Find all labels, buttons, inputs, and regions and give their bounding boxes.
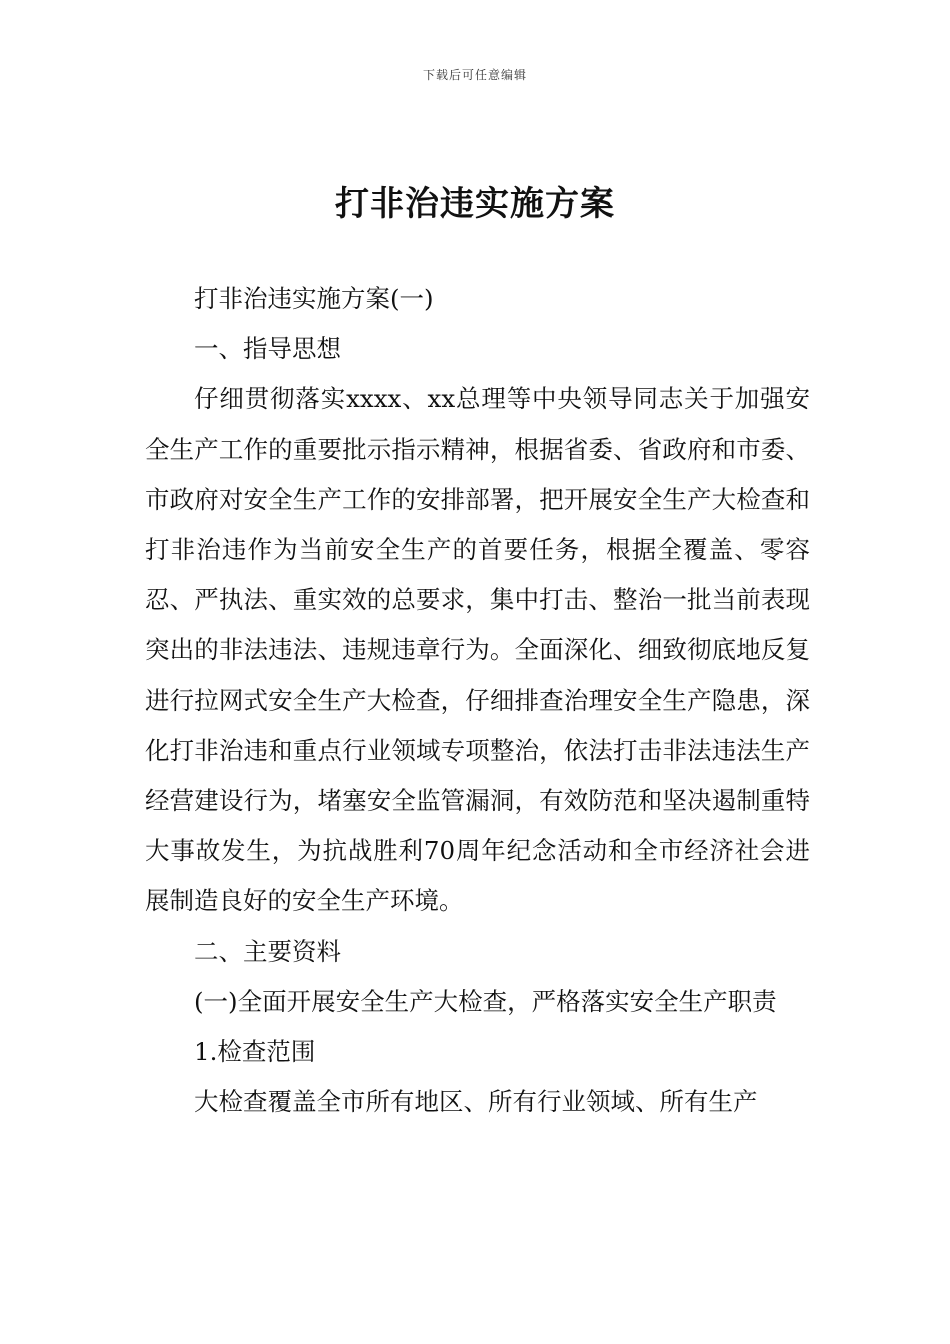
item-heading-inspection-scope: 1.检查范围 — [194, 1037, 316, 1067]
section-heading-main-content: 二、主要资料 — [194, 936, 341, 966]
body-paragraph: 仔细贯彻落实xxxx、xx总理等中央领导同志关于加强安全生产工作的重要批示指示精神，根据省委、省政府和市委、市政府对安全生产工作的安排部署，把开展安全生产大检查和打非治违作为当前安全生产的首要任务，根据全覆盖、零容忍、严执法、重实效的总要求，集中打击、整治一批当前表现突出的非法违法、违规违章行为。全面深化、细致彻底地反复进行拉网式安全生产大检查，仔细排查治理安全生产隐患，深化打非治违和重点行业领域专项整治，依法打击非法违法生产经营建设行为，堵塞安全监管漏洞，有效防范和坚决遏制重特大事故发生，为抗战胜利70周年纪念活动和全市经济社会进展制造良好的安全生产环境。 — [145, 384, 810, 916]
subtitle-paragraph: 打非治违实施方案(一) — [194, 284, 434, 313]
header-note: 下载后可任意编辑 — [422, 68, 527, 82]
body-paragraph: 大检查覆盖全市所有地区、所有行业领域、所有生产 — [194, 1087, 758, 1117]
subsection-heading: (一)全面开展安全生产大检查，严格落实安全生产职责 — [194, 986, 777, 1016]
section-heading-guiding-ideology: 一、指导思想 — [194, 334, 341, 364]
document-body — [145, 274, 810, 1127]
document-title: 打非治违实施方案 — [335, 184, 615, 224]
